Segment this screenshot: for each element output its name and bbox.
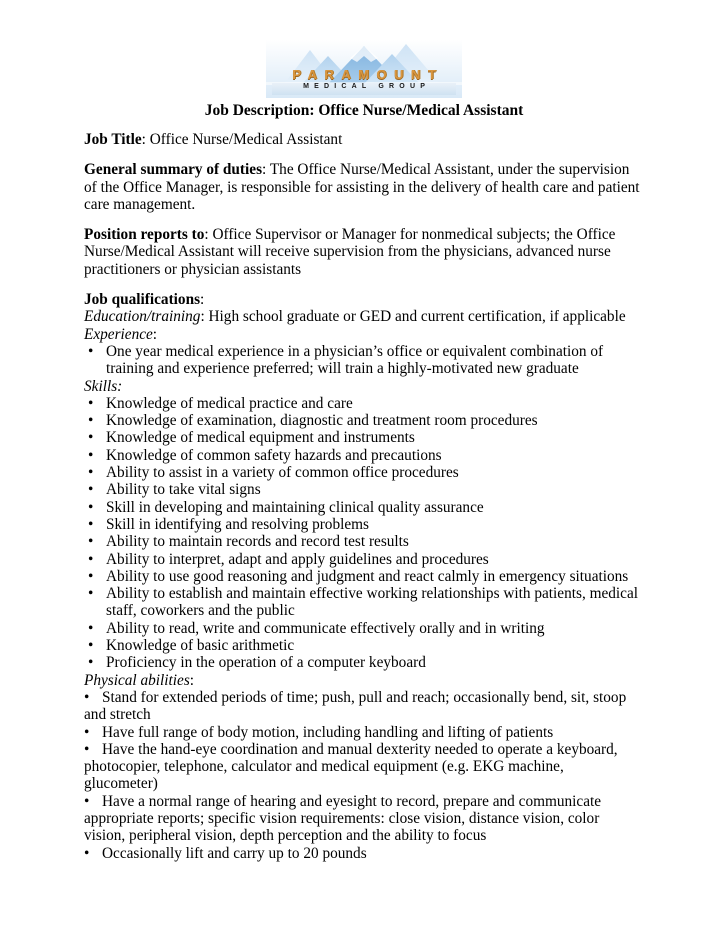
list-item (84, 654, 640, 671)
list-item-text: Ability to use good reasoning and judgment and react calmly in emergency situations (106, 567, 629, 585)
position-reports-value: : Office Supervisor or Manager for nonmedical subjects; the Office Nurse/Medical Assistant will receive supervision from the physicians, advanced nurse practitioners or physician assistants (84, 226, 616, 278)
list-item (84, 741, 640, 793)
general-summary-value: : The Office Nurse/Medical Assistant, under the supervision of the Office Manager, is responsible for assisting in the delivery of health care and patient care management. (84, 161, 640, 213)
page-title: Job Description: Office Nurse/Medical Assistant (204, 102, 524, 119)
skills-heading (84, 378, 640, 395)
list-item (84, 412, 640, 429)
document-body (84, 131, 640, 862)
list-item-text: One year medical experience in a physician’s office or equivalent combination of training and experience preferred; will train a highly-motivated new graduate (106, 342, 604, 378)
list-item (84, 551, 640, 568)
experience-heading (84, 326, 640, 343)
logo-tagline-text: MEDICAL GROUP (303, 83, 431, 90)
list-item (84, 343, 640, 378)
bullet-glyph-icon: • (88, 498, 94, 516)
skills-list (84, 395, 640, 672)
bullet-glyph-icon: • (88, 585, 94, 603)
list-item-text: Occasionally lift and carry up to 20 pounds (102, 844, 367, 862)
physical-abilities-label: Physical abilities (84, 671, 190, 689)
company-logo (0, 40, 728, 98)
bullet-glyph-icon: • (84, 844, 90, 862)
list-item-text: Have a normal range of hearing and eyesight to record, prepare and communicate appropriate reports; specific vision requirements: close vision, distance vision, color vision, peripheral vision, depth perception and the ability to focus (84, 792, 602, 845)
list-item (84, 724, 640, 741)
list-item-text: Knowledge of medical equipment and instruments (106, 429, 415, 447)
list-item-text: Knowledge of common safety hazards and precautions (106, 446, 442, 464)
list-item-text: Skill in identifying and resolving problems (106, 515, 369, 533)
bullet-glyph-icon: • (84, 792, 90, 810)
bullet-glyph-icon: • (84, 723, 90, 741)
physical-abilities-heading (84, 672, 640, 689)
general-summary-label: General summary of duties (84, 161, 263, 179)
list-item-text: Proficiency in the operation of a computer keyboard (106, 654, 426, 672)
bullet-glyph-icon: • (88, 567, 94, 585)
job-title-paragraph (84, 131, 640, 148)
bullet-glyph-icon: • (88, 619, 94, 637)
job-qualifications-colon: : (200, 291, 205, 309)
bullet-glyph-icon: • (84, 688, 90, 706)
bullet-glyph-icon: • (88, 394, 94, 412)
bullet-glyph-icon: • (88, 412, 94, 430)
bullet-glyph-icon: • (88, 481, 94, 499)
bullet-glyph-icon: • (88, 533, 94, 551)
list-item-text: Ability to take vital signs (106, 481, 261, 499)
position-reports-label: Position reports to (84, 226, 205, 244)
position-reports-paragraph (84, 226, 640, 278)
list-item-text: Stand for extended periods of time; push, pull and reach; occasionally bend, sit, stoop and stretch (84, 688, 627, 724)
list-item-text: Knowledge of examination, diagnostic and treatment room procedures (106, 412, 538, 430)
list-item-text: Ability to read, write and communicate effectively orally and in writing (106, 619, 545, 637)
bullet-glyph-icon: • (88, 342, 94, 360)
list-item (84, 845, 640, 862)
list-item-text: Have the hand-eye coordination and manual dexterity needed to operate a keyboard, photocopier, telephone, calculator and medical equipment (e.g. EKG machine, glucometer) (84, 740, 618, 793)
list-item-text: Have full range of body motion, including handling and lifting of patients (102, 723, 554, 741)
list-item (84, 481, 640, 498)
job-title-label: Job Title (84, 131, 142, 148)
list-item-text: Ability to assist in a variety of common office procedures (106, 464, 459, 482)
list-item-text: Knowledge of basic arithmetic (106, 637, 295, 655)
logo-brand-text: PARAMOUNT (292, 67, 444, 82)
job-title-value: : Office Nurse/Medical Assistant (141, 131, 343, 148)
list-item-text: Ability to establish and maintain effective working relationships with patients, medical staff, coworkers and the public (106, 585, 639, 620)
list-item (84, 516, 640, 533)
list-item (84, 499, 640, 516)
list-item (84, 793, 640, 845)
job-qualifications-label: Job qualifications (84, 291, 201, 309)
physical-abilities-list (84, 689, 640, 862)
bullet-glyph-icon: • (88, 654, 94, 672)
list-item (84, 568, 640, 585)
experience-list (84, 343, 640, 378)
list-item-text: Ability to maintain records and record test results (106, 533, 409, 551)
education-line (84, 308, 640, 325)
list-item-text: Ability to interpret, adapt and apply guidelines and procedures (106, 550, 489, 568)
experience-colon: : (152, 325, 158, 343)
education-value: : High school graduate or GED and current certification, if applicable (200, 308, 626, 326)
list-item (84, 620, 640, 637)
list-item (84, 689, 640, 724)
bullet-glyph-icon: • (88, 637, 94, 655)
list-item (84, 395, 640, 412)
list-item (84, 637, 640, 654)
bullet-glyph-icon: • (88, 464, 94, 482)
skills-label: Skills: (84, 377, 123, 395)
bullet-glyph-icon: • (88, 550, 94, 568)
education-label: Education/training (84, 308, 201, 326)
list-item (84, 464, 640, 481)
physical-abilities-colon: : (189, 671, 195, 689)
list-item (84, 585, 640, 620)
list-item-text: Knowledge of medical practice and care (106, 394, 353, 412)
list-item (84, 447, 640, 464)
job-qualifications-heading (84, 291, 640, 308)
list-item-text: Skill in developing and maintaining clinical quality assurance (106, 498, 484, 516)
bullet-glyph-icon: • (88, 446, 94, 464)
bullet-glyph-icon: • (88, 429, 94, 447)
list-item (84, 429, 640, 446)
general-summary-paragraph (84, 161, 640, 213)
bullet-glyph-icon: • (84, 740, 90, 758)
list-item (84, 533, 640, 550)
bullet-glyph-icon: • (88, 515, 94, 533)
experience-label: Experience (84, 325, 153, 343)
